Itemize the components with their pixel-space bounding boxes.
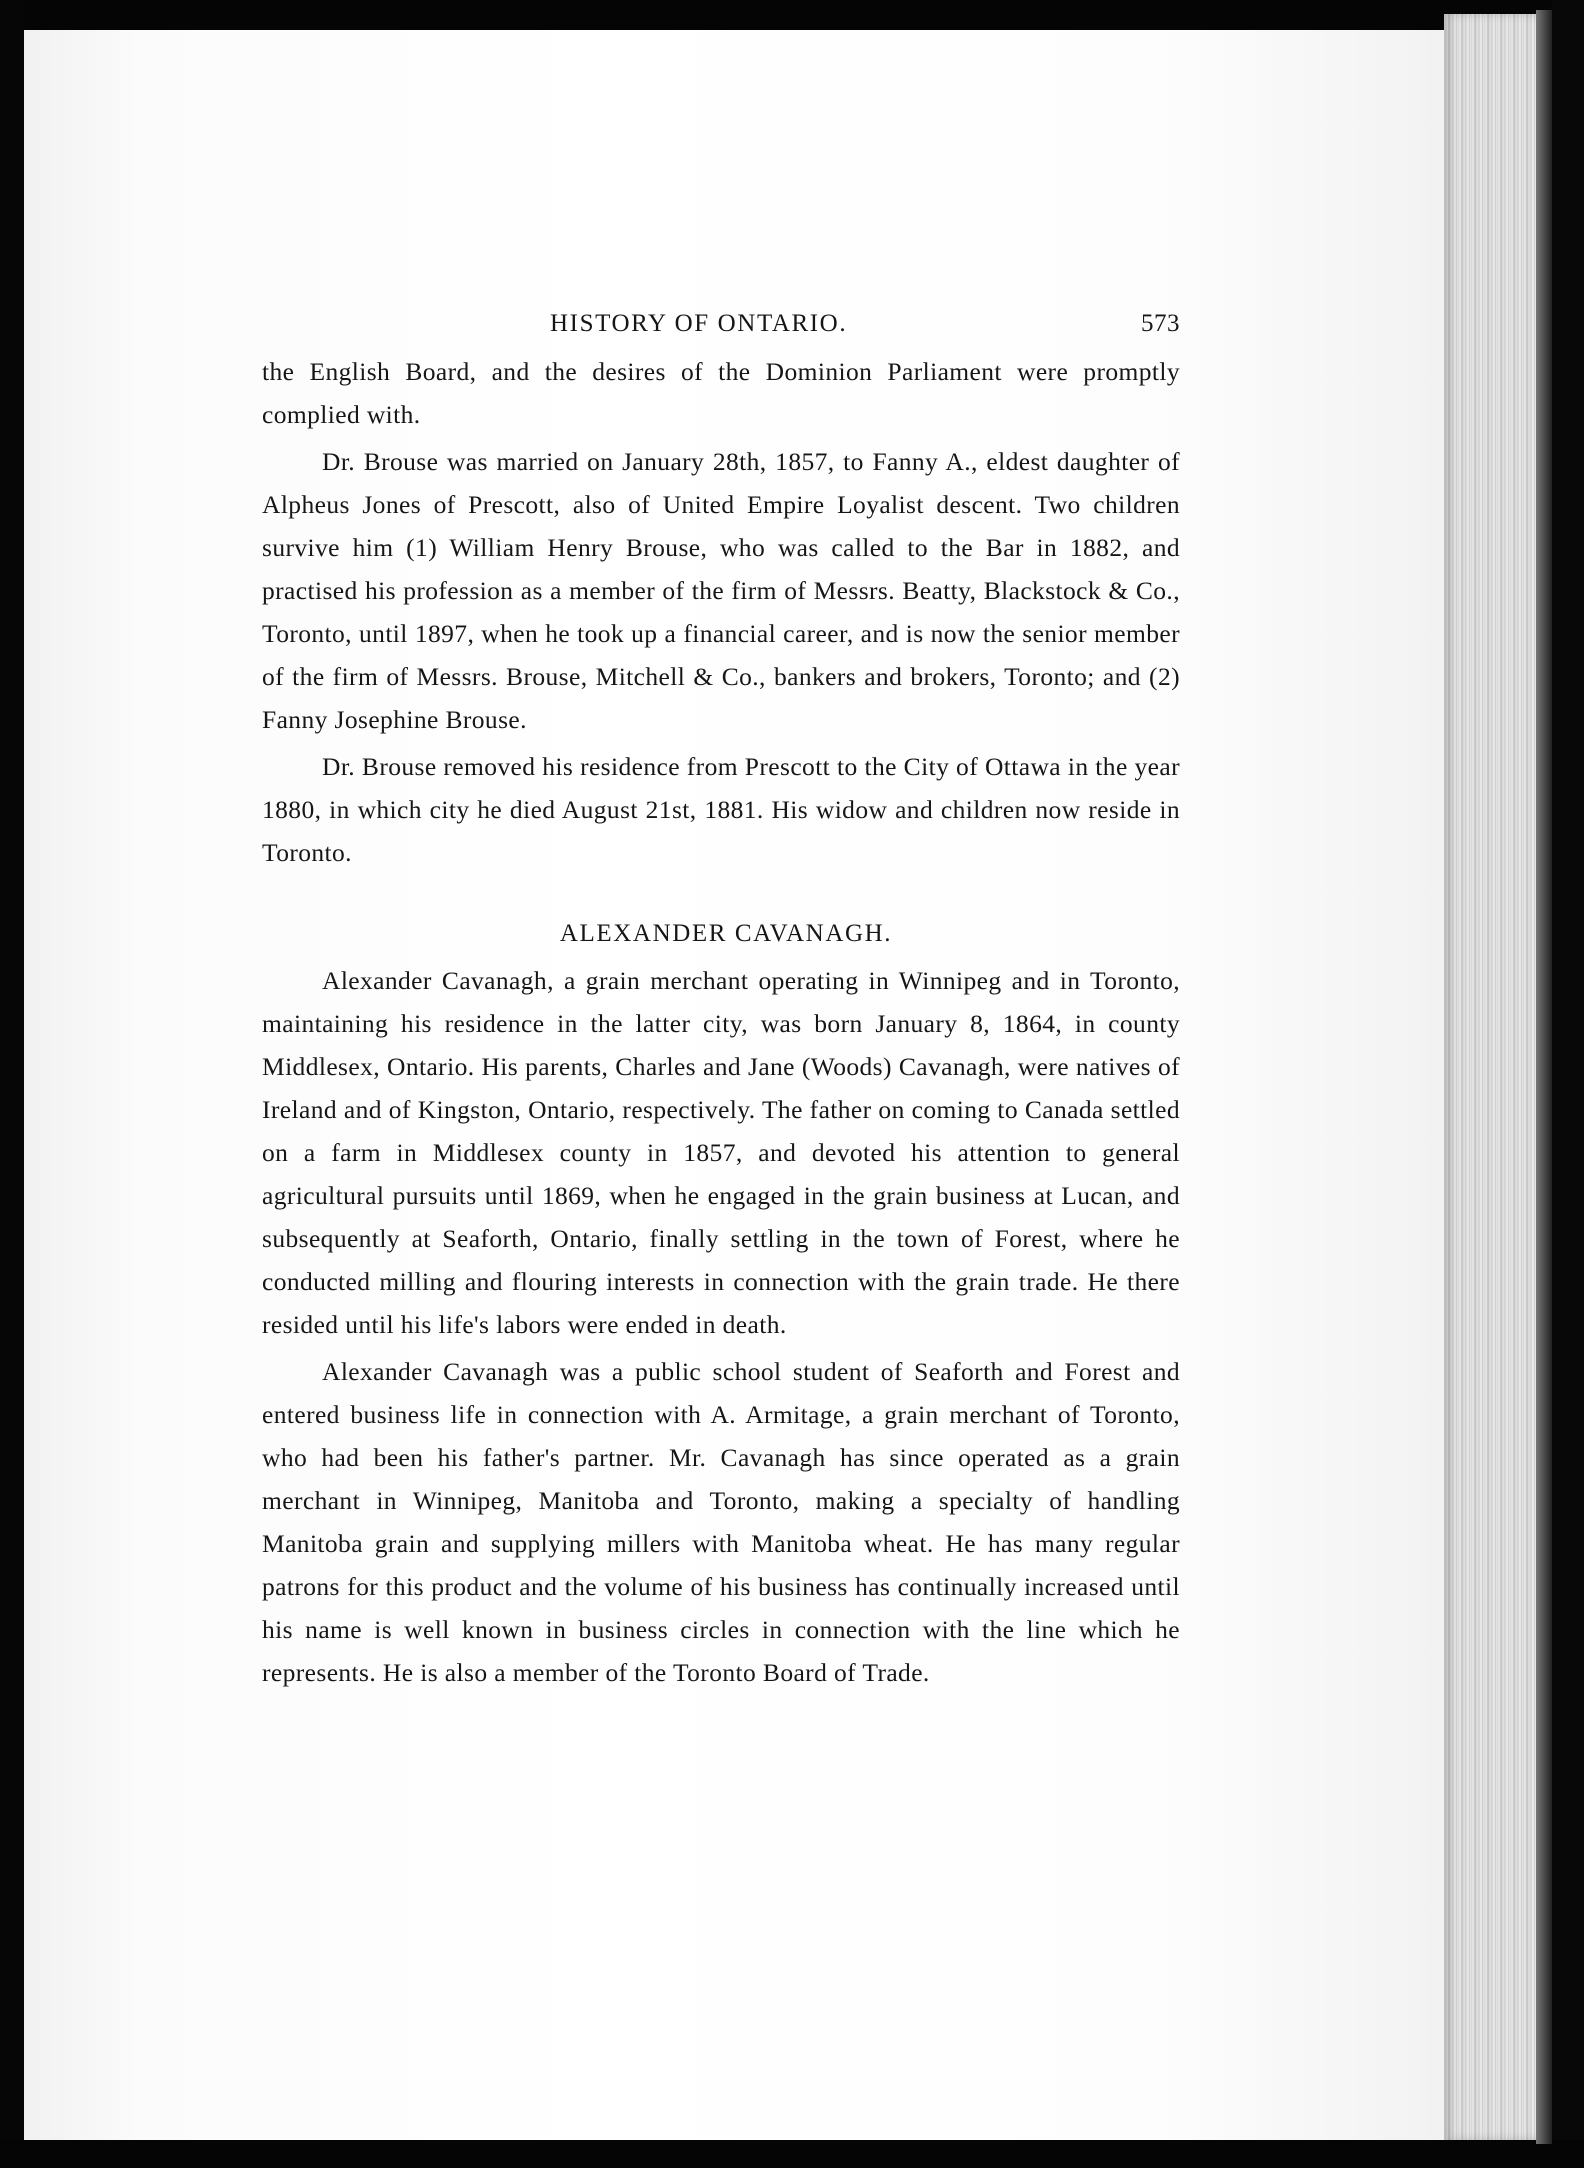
- book-spine-shadow: [1536, 10, 1552, 2144]
- scan-border-top: [0, 0, 1584, 30]
- paragraph-1: the English Board, and the desires of the Dominion Parliament were promptly complied with.: [262, 357, 1180, 429]
- page-text-block: [262, 302, 1180, 1694]
- page-number: 573: [1141, 310, 1180, 337]
- running-head: [262, 302, 1180, 346]
- scan-border-left: [0, 0, 24, 2168]
- scan-border-right: [1552, 0, 1584, 2168]
- section-heading: ALEXANDER CAVANAGH.: [559, 920, 893, 947]
- paragraph-3: Dr. Brouse removed his residence from Prescott to the City of Ottawa in the year 1880, in which city he died August 21st, 1881. His widow and children now reside in Toronto.: [262, 752, 1180, 867]
- paragraph-2: Dr. Brouse was married on January 28th, 1857, to Fanny A., eldest daughter of Alpheus Jones of Prescott, also of United Empire Loyalist descent. Two children survive him (1) William Henry Brouse, who was called to the Bar in 1882, and practised his profession as a member of the firm of Messrs. Beatty, Blackstock & Co., Toronto, until 1897, when he took up a financial career, and is now the senior member of the firm of Messrs. Brouse, Mitchell & Co., bankers and brokers, Toronto; and (2) Fanny Josephine Brouse.: [262, 447, 1180, 734]
- running-title: HISTORY OF ONTARIO.: [550, 310, 848, 337]
- scan-border-bottom: [0, 2140, 1584, 2168]
- paragraph-5: Alexander Cavanagh was a public school student of Seaforth and Forest and entered business life in connection with A. Armitage, a grain merchant of Toronto, who had been his father's partner. Mr. Cavanagh has since operated as a grain merchant in Winnipeg, Manitoba and Toronto, making a specialty of handling Manitoba grain and supplying millers with Manitoba wheat. He has many regular patrons for this product and the volume of his business has continually increased until his name is well known in business circles in connection with the line which he represents. He is also a member of the Toronto Board of Trade.: [262, 1357, 1180, 1687]
- paragraph-4: Alexander Cavanagh, a grain merchant operating in Winnipeg and in Toronto, maintaining his residence in the latter city, was born January 8, 1864, in county Middlesex, Ontario. His parents, Charles and Jane (Woods) Cavanagh, were natives of Ireland and of Kingston, Ontario, respectively. The father on coming to Canada settled on a farm in Middlesex county in 1857, and devoted his attention to general agricultural pursuits until 1869, when he engaged in the grain business at Lucan, and subsequently at Seaforth, Ontario, finally settling in the town of Forest, where he conducted milling and flouring interests in connection with the grain trade. He there resided until his life's labors were ended in death.: [262, 966, 1180, 1339]
